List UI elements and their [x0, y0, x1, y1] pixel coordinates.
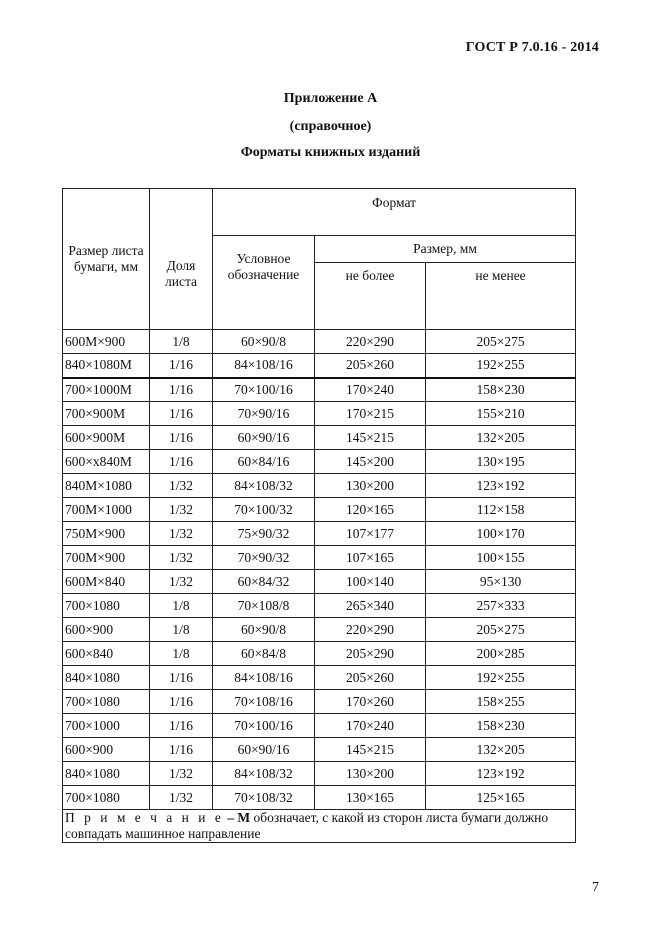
header-paper-size: Размер листа бумаги, мм	[63, 189, 150, 330]
paper-size-cell: 600×900М	[63, 426, 150, 450]
table-row	[63, 618, 576, 642]
paper-size-cell: 840×1080	[63, 762, 150, 786]
max-size-cell: 120×165	[315, 498, 426, 522]
designation-cell: 60×90/16	[213, 738, 315, 762]
designation-cell: 70×108/32	[213, 786, 315, 810]
share-cell: 1/16	[150, 714, 213, 738]
max-size-cell: 145×215	[315, 738, 426, 762]
share-cell: 1/8	[150, 618, 213, 642]
share-cell: 1/16	[150, 690, 213, 714]
table-row	[63, 690, 576, 714]
appendix-status: (справочное)	[289, 119, 372, 134]
table-body	[63, 330, 576, 810]
appendix-title: Приложение А	[283, 91, 378, 106]
share-cell: 1/32	[150, 570, 213, 594]
max-size-cell: 205×260	[315, 666, 426, 690]
paper-size-cell: 700×1000	[63, 714, 150, 738]
table-row	[63, 594, 576, 618]
paper-size-cell: 600×900	[63, 738, 150, 762]
share-cell: 1/32	[150, 522, 213, 546]
header-max: не более	[315, 262, 426, 329]
table-row	[63, 546, 576, 570]
table-row	[63, 354, 576, 378]
min-size-cell: 205×275	[426, 618, 576, 642]
paper-size-cell: 840×1080М	[63, 354, 150, 378]
table-note	[63, 810, 576, 843]
designation-cell: 60×90/8	[213, 330, 315, 354]
min-size-cell: 132×205	[426, 426, 576, 450]
share-cell: 1/16	[150, 402, 213, 426]
max-size-cell: 100×140	[315, 570, 426, 594]
designation-cell: 60×84/8	[213, 642, 315, 666]
table-row	[63, 330, 576, 354]
min-size-cell: 158×255	[426, 690, 576, 714]
designation-cell: 60×90/16	[213, 426, 315, 450]
min-size-cell: 123×192	[426, 762, 576, 786]
designation-cell: 84×108/16	[213, 354, 315, 378]
min-size-cell: 100×155	[426, 546, 576, 570]
share-cell: 1/8	[150, 642, 213, 666]
designation-cell: 70×100/16	[213, 714, 315, 738]
table-row	[63, 402, 576, 426]
paper-size-cell: 700×1080	[63, 594, 150, 618]
paper-size-cell: 600М×840	[63, 570, 150, 594]
max-size-cell: 107×177	[315, 522, 426, 546]
header-format: Формат	[213, 189, 576, 236]
table-row	[63, 762, 576, 786]
min-size-cell: 200×285	[426, 642, 576, 666]
min-size-cell: 155×210	[426, 402, 576, 426]
table-row	[63, 426, 576, 450]
share-cell: 1/16	[150, 426, 213, 450]
table-header	[63, 189, 576, 330]
table-row	[63, 666, 576, 690]
max-size-cell: 220×290	[315, 330, 426, 354]
header-designation: Условное обозначение	[213, 236, 315, 330]
max-size-cell: 220×290	[315, 618, 426, 642]
table-row	[63, 498, 576, 522]
paper-size-cell: 600М×900	[63, 330, 150, 354]
paper-size-cell: 600×х840М	[63, 450, 150, 474]
table-row	[63, 378, 576, 402]
max-size-cell: 130×200	[315, 474, 426, 498]
max-size-cell: 170×240	[315, 714, 426, 738]
table-row	[63, 450, 576, 474]
table-row	[63, 714, 576, 738]
table-row	[63, 522, 576, 546]
max-size-cell: 130×165	[315, 786, 426, 810]
share-cell: 1/32	[150, 762, 213, 786]
standard-code: ГОСТ Р 7.0.16 - 2014	[465, 40, 599, 55]
paper-size-cell: 600×840	[63, 642, 150, 666]
table-row	[63, 738, 576, 762]
max-size-cell: 170×260	[315, 690, 426, 714]
share-cell: 1/32	[150, 498, 213, 522]
min-size-cell: 130×195	[426, 450, 576, 474]
paper-size-cell: 700×1080	[63, 690, 150, 714]
table-row	[63, 786, 576, 810]
max-size-cell: 265×340	[315, 594, 426, 618]
designation-cell: 60×84/16	[213, 450, 315, 474]
book-formats-table	[62, 188, 576, 843]
max-size-cell: 205×290	[315, 642, 426, 666]
table-row	[63, 642, 576, 666]
max-size-cell: 205×260	[315, 354, 426, 378]
designation-cell: 84×108/32	[213, 762, 315, 786]
min-size-cell: 112×158	[426, 498, 576, 522]
paper-size-cell: 600×900	[63, 618, 150, 642]
max-size-cell: 170×240	[315, 378, 426, 402]
table-row	[63, 570, 576, 594]
designation-cell: 70×90/32	[213, 546, 315, 570]
designation-cell: 70×108/16	[213, 690, 315, 714]
header-size-mm: Размер, мм	[315, 236, 576, 263]
header-share: Доля листа	[150, 189, 213, 330]
designation-cell: 84×108/32	[213, 474, 315, 498]
designation-cell: 60×84/32	[213, 570, 315, 594]
min-size-cell: 95×130	[426, 570, 576, 594]
note-text: обозначает, с какой из сторон листа бумаги должно совпадать машинное направление	[65, 810, 549, 841]
note-label: П р и м е ч а н и е	[65, 810, 224, 825]
min-size-cell: 132×205	[426, 738, 576, 762]
designation-cell: 70×100/32	[213, 498, 315, 522]
paper-size-cell: 700×900М	[63, 402, 150, 426]
max-size-cell: 145×215	[315, 426, 426, 450]
paper-size-cell: 700×1080	[63, 786, 150, 810]
min-size-cell: 257×333	[426, 594, 576, 618]
share-cell: 1/32	[150, 474, 213, 498]
designation-cell: 75×90/32	[213, 522, 315, 546]
max-size-cell: 170×215	[315, 402, 426, 426]
share-cell: 1/16	[150, 666, 213, 690]
share-cell: 1/8	[150, 330, 213, 354]
paper-size-cell: 840М×1080	[63, 474, 150, 498]
max-size-cell: 145×200	[315, 450, 426, 474]
min-size-cell: 192×255	[426, 354, 576, 378]
designation-cell: 70×90/16	[213, 402, 315, 426]
min-size-cell: 205×275	[426, 330, 576, 354]
page-number: 7	[592, 880, 599, 895]
designation-cell: 84×108/16	[213, 666, 315, 690]
paper-size-cell: 700М×900	[63, 546, 150, 570]
share-cell: 1/32	[150, 786, 213, 810]
share-cell: 1/16	[150, 738, 213, 762]
min-size-cell: 125×165	[426, 786, 576, 810]
share-cell: 1/16	[150, 450, 213, 474]
designation-cell: 70×108/8	[213, 594, 315, 618]
min-size-cell: 123×192	[426, 474, 576, 498]
table-caption: Форматы книжных изданий	[240, 145, 421, 160]
header-min: не менее	[426, 262, 576, 329]
paper-size-cell: 840×1080	[63, 666, 150, 690]
min-size-cell: 158×230	[426, 714, 576, 738]
min-size-cell: 192×255	[426, 666, 576, 690]
share-cell: 1/16	[150, 378, 213, 402]
paper-size-cell: 750М×900	[63, 522, 150, 546]
paper-size-cell: 700×1000М	[63, 378, 150, 402]
paper-size-cell: 700М×1000	[63, 498, 150, 522]
share-cell: 1/8	[150, 594, 213, 618]
share-cell: 1/16	[150, 354, 213, 378]
table-row	[63, 474, 576, 498]
designation-cell: 70×100/16	[213, 378, 315, 402]
max-size-cell: 107×165	[315, 546, 426, 570]
note-dash-m: – М	[227, 810, 251, 825]
min-size-cell: 100×170	[426, 522, 576, 546]
designation-cell: 60×90/8	[213, 618, 315, 642]
share-cell: 1/32	[150, 546, 213, 570]
max-size-cell: 130×200	[315, 762, 426, 786]
min-size-cell: 158×230	[426, 378, 576, 402]
